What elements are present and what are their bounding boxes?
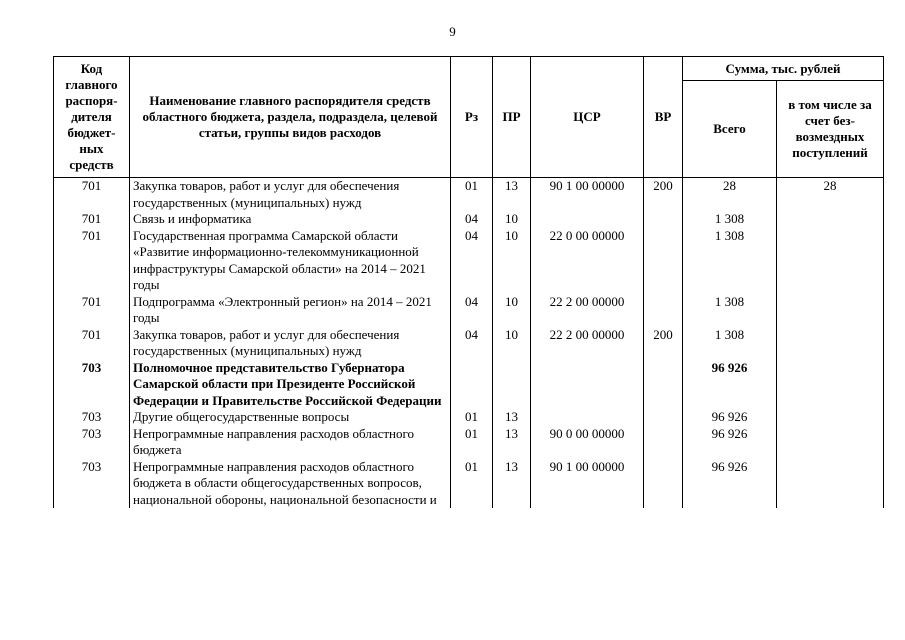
cell-vr (644, 409, 683, 426)
cell-name: Подпрограмма «Электронный регион» на 2014 – 2021 годы (130, 294, 451, 327)
cell-vr: 200 (644, 327, 683, 360)
budget-table (53, 56, 884, 508)
cell-rz: 04 (451, 228, 493, 294)
cell-vr (644, 426, 683, 459)
cell-rz: 01 (451, 459, 493, 509)
cell-rz: 01 (451, 409, 493, 426)
cell-name: Непрограммные направления расходов областного бюджета (130, 426, 451, 459)
header-sum: Сумма, тыс. рублей (683, 57, 884, 81)
table-row (54, 426, 884, 459)
cell-total: 1 308 (683, 327, 777, 360)
cell-rz: 04 (451, 327, 493, 360)
cell-name: Другие общегосударственные вопросы (130, 409, 451, 426)
page-number: 9 (449, 24, 456, 39)
cell-pr: 10 (493, 327, 531, 360)
cell-free (777, 459, 884, 509)
cell-free (777, 211, 884, 228)
cell-free: 28 (777, 178, 884, 212)
cell-total: 28 (683, 178, 777, 212)
cell-csr: 22 0 00 00000 (531, 228, 644, 294)
cell-csr: 90 1 00 00000 (531, 178, 644, 212)
cell-code: 703 (54, 360, 130, 410)
cell-name: Непрограммные направления расходов областного бюджета в области общегосударственных вопросов, национальной обороны, национальной безопасности и (130, 459, 451, 509)
header-vr: ВР (644, 57, 683, 178)
cell-pr: 13 (493, 459, 531, 509)
header-rz: Рз (451, 57, 493, 178)
cell-code: 701 (54, 327, 130, 360)
cell-csr (531, 211, 644, 228)
cell-code: 703 (54, 426, 130, 459)
cell-total: 1 308 (683, 211, 777, 228)
cell-name: Закупка товаров, работ и услуг для обеспечения государственных (муниципальных) нужд (130, 178, 451, 212)
header-name: Наименование главного распорядителя средств областного бюджета, раздела, подраздела, целевой статьи, группы видов расходов (130, 57, 451, 178)
cell-name: Закупка товаров, работ и услуг для обеспечения государственных (муниципальных) нужд (130, 327, 451, 360)
cell-pr: 10 (493, 294, 531, 327)
cell-pr: 13 (493, 426, 531, 459)
cell-vr (644, 360, 683, 410)
cell-csr: 90 1 00 00000 (531, 459, 644, 509)
table-row (54, 459, 884, 509)
cell-total: 96 926 (683, 360, 777, 410)
cell-name: Связь и информатика (130, 211, 451, 228)
cell-rz: 04 (451, 211, 493, 228)
cell-code: 701 (54, 228, 130, 294)
header-free: в том числе за счет без-возмездных поступлений (777, 81, 884, 178)
cell-free (777, 360, 884, 410)
cell-total: 1 308 (683, 228, 777, 294)
cell-csr: 22 2 00 00000 (531, 327, 644, 360)
table-row (54, 294, 884, 327)
cell-csr (531, 409, 644, 426)
cell-pr: 13 (493, 178, 531, 212)
cell-rz: 04 (451, 294, 493, 327)
cell-pr: 10 (493, 228, 531, 294)
cell-free (777, 327, 884, 360)
cell-vr: 200 (644, 178, 683, 212)
cell-csr: 90 0 00 00000 (531, 426, 644, 459)
table-row (54, 360, 884, 410)
table-row (54, 409, 884, 426)
cell-free (777, 228, 884, 294)
cell-total: 96 926 (683, 409, 777, 426)
cell-code: 703 (54, 409, 130, 426)
cell-code: 703 (54, 459, 130, 509)
cell-vr (644, 294, 683, 327)
cell-rz (451, 360, 493, 410)
cell-code: 701 (54, 294, 130, 327)
table-row (54, 178, 884, 212)
table-row (54, 211, 884, 228)
cell-pr (493, 360, 531, 410)
table-body (54, 178, 884, 509)
cell-vr (644, 459, 683, 509)
header-code: Код главного распоря-дителя бюджет-ных средств (54, 57, 130, 178)
cell-free (777, 294, 884, 327)
cell-pr: 13 (493, 409, 531, 426)
cell-total: 96 926 (683, 426, 777, 459)
header-total: Всего (683, 81, 777, 178)
cell-name: Государственная программа Самарской области «Развитие информационно-телекоммуникационной инфраструктуры Самарской области» на 2014 – 2021 годы (130, 228, 451, 294)
table-row (54, 327, 884, 360)
cell-vr (644, 228, 683, 294)
header-csr: ЦСР (531, 57, 644, 178)
cell-csr: 22 2 00 00000 (531, 294, 644, 327)
cell-free (777, 409, 884, 426)
table-row (54, 228, 884, 294)
cell-pr: 10 (493, 211, 531, 228)
cell-rz: 01 (451, 426, 493, 459)
cell-total: 96 926 (683, 459, 777, 509)
cell-csr (531, 360, 644, 410)
header-pr: ПР (493, 57, 531, 178)
table-header (54, 57, 884, 178)
cell-code: 701 (54, 211, 130, 228)
cell-total: 1 308 (683, 294, 777, 327)
cell-name: Полномочное представительство Губернатора Самарской области при Президенте Российской Федерации и Правительстве Российской Федерации (130, 360, 451, 410)
cell-rz: 01 (451, 178, 493, 212)
cell-vr (644, 211, 683, 228)
cell-free (777, 426, 884, 459)
cell-code: 701 (54, 178, 130, 212)
